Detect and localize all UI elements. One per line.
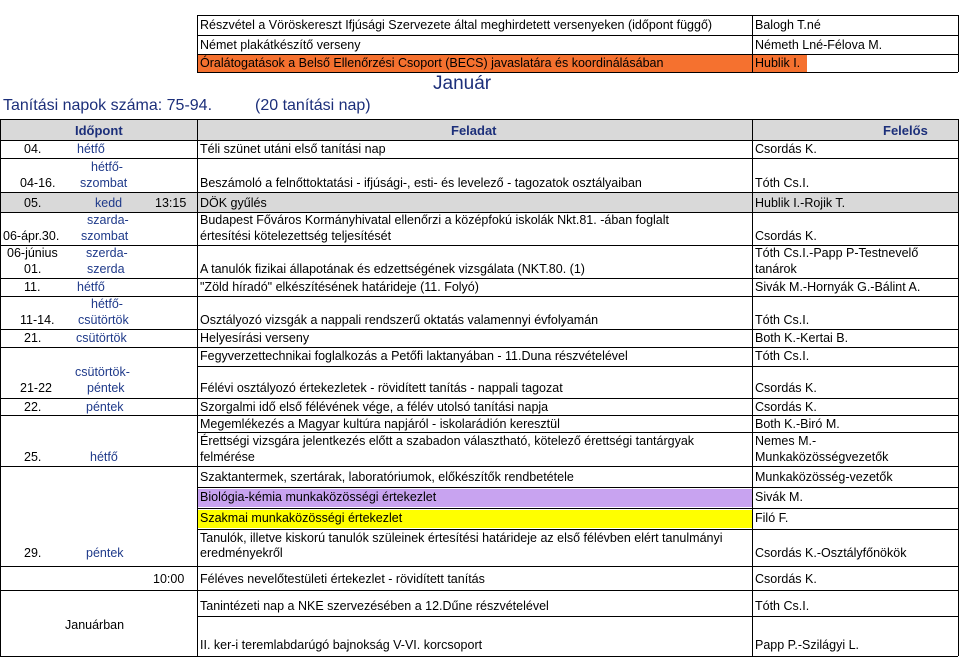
row-task: Fegyverzettechnikai foglalkozás a Petőfi laktanyában - 11.Duna részvételével: [200, 349, 628, 363]
header-time: Időpont: [75, 123, 123, 138]
row-task: eredményekről: [200, 546, 283, 560]
row-day: csütörtök: [78, 313, 129, 327]
row-resp: Munkaközösségvezetők: [755, 450, 889, 464]
row-day: hétfő: [77, 280, 105, 294]
row-task: Félévi osztályozó értekezletek - rövidített tanítás - nappali tagozat: [200, 381, 563, 395]
row-task: Tanintézeti nap a NKE szervezésében a 12.Dűne részvételével: [200, 599, 549, 613]
row-day: hétfő-: [91, 297, 123, 311]
row-day: hétfő: [90, 450, 118, 464]
row-day: hétfő-: [91, 160, 123, 174]
row-resp: Tóth Cs.I.: [755, 176, 810, 190]
row-task: Osztályozó vizsgák a nappali rendszerű oktatás valamennyi évfolyamán: [200, 313, 599, 327]
row-task: Téli szünet utáni első tanítási nap: [200, 142, 386, 156]
row-resp: Csordás K.: [755, 142, 817, 156]
top-row-2-task: Német plakátkészítő verseny: [200, 38, 361, 52]
row-resp: Sivák M.: [755, 490, 803, 504]
row-date: 04-16.: [20, 176, 56, 190]
row-resp: Tóth Cs.I.: [755, 599, 810, 613]
row-day: csütörtök: [76, 331, 127, 345]
row-task: Megemlékezés a Magyar kultúra napjáról - iskolarádión keresztül: [200, 417, 560, 431]
row-task: Szakmai munkaközösségi értekezlet: [200, 511, 403, 525]
header-task: Feladat: [451, 123, 497, 138]
row-resp: tanárok: [755, 262, 797, 276]
row-day: péntek: [86, 400, 124, 414]
top-row-3-resp: Hublik I.: [755, 56, 801, 70]
row-day: szarda-: [87, 213, 129, 227]
row-day: péntek: [86, 546, 124, 560]
row-resp: Csordás K.: [755, 400, 817, 414]
school-days-count: (20 tanítási nap): [255, 97, 371, 114]
row-resp: Csordás K.: [755, 381, 817, 395]
header-resp: Felelős: [883, 123, 928, 138]
row-task: felmérése: [200, 450, 255, 464]
row-task: Szaktantermek, szertárak, laboratóriumok, előkészítők rendbetétele: [200, 470, 574, 484]
row-resp: Filó F.: [755, 511, 789, 525]
top-row-1-task: Részvétel a Vöröskereszt Ifjúsági Szervezete által meghirdetett versenyeken (időpont függő): [200, 18, 713, 32]
row-task: Helyesírási verseny: [200, 331, 310, 345]
row-resp: Hublik I.-Rojik T.: [755, 196, 846, 210]
row-resp: Csordás K.: [755, 572, 817, 586]
row-day: szombat: [81, 229, 129, 243]
row-date: 29.: [24, 546, 42, 560]
school-days-label: Tanítási napok száma: 75-94.: [3, 97, 213, 114]
row-resp: Tóth Cs.I.-Papp P-Testnevelő: [755, 246, 919, 260]
row-day: péntek: [87, 381, 125, 395]
row-date: 11.: [24, 280, 41, 294]
row-day: csütörtök-: [75, 365, 130, 379]
top-row-2-resp: Németh Lné-Félova M.: [755, 38, 883, 52]
row-date: 06-ápr.30.: [3, 229, 60, 243]
row-date: 04.: [24, 142, 42, 156]
row-time: 10:00: [153, 572, 185, 586]
row-resp: Tóth Cs.I.: [755, 349, 810, 363]
row-day: szerda: [87, 262, 125, 276]
row-task: Szorgalmi idő első félévének vége, a félév utolsó tanítási napja: [200, 400, 549, 414]
row-resp: Csordás K.: [755, 229, 817, 243]
row-date: 25.: [24, 450, 42, 464]
row-task: A tanulók fizikai állapotának és edzettségének vizsgálata (NKT.80. (1): [200, 262, 585, 276]
row-date: 05.: [24, 196, 42, 210]
row-resp: Tóth Cs.I.: [755, 313, 810, 327]
row-task: Érettségi vizsgára jelentkezés előtt a szabadon választható, kötelező érettségi tantárgyak: [200, 434, 695, 448]
row-task: Tanulók, illetve kiskorú tanulók szüleinek értesítési határideje az első félévben elért tanulmányi: [200, 531, 723, 545]
row-day: kedd: [95, 196, 123, 210]
row-task: Beszámoló a felnőttoktatási - ifjúsági-, esti- és levelező - tagozatok osztályaiban: [200, 176, 642, 190]
row-date: 06-június: [7, 246, 58, 260]
month-title: Január: [433, 73, 492, 94]
row-task: II. ker-i teremlabdarúgó bajnokság V-VI. korcsoport: [200, 638, 483, 652]
row-date: 21-22: [20, 381, 52, 395]
row-resp: Papp P.-Szilágyi L.: [755, 638, 859, 652]
row-date: 01.: [24, 262, 42, 276]
row-resp: Both K.-Kertai B.: [755, 331, 849, 345]
top-row-3-task: Óralátogatások a Belső Ellenőrzési Csoport (BECS) javaslatára és koordinálásában: [200, 56, 664, 70]
row-task: Féléves nevelőtestületi értekezlet - rövidített tanítás: [200, 572, 485, 586]
row-day: hétfő: [77, 142, 105, 156]
row-task: értesítési kötelezettség teljesítését: [200, 229, 392, 243]
row-day: szerda-: [86, 246, 128, 260]
top-row-1-resp: Balogh T.né: [755, 18, 821, 32]
row-date: Januárban: [65, 618, 125, 632]
row-day: szombat: [80, 176, 128, 190]
row-time: 13:15: [155, 196, 187, 210]
row-resp: Sivák M.-Hornyák G.-Bálint A.: [755, 280, 921, 294]
row-resp: Munkaközösség-vezetők: [755, 470, 893, 484]
row-resp: Nemes M.-: [755, 434, 817, 448]
row-resp: Csordás K.-Osztályfőnökök: [755, 546, 907, 560]
row-task: Biológia-kémia munkaközösségi értekezlet: [200, 490, 437, 504]
row-date: 11-14.: [20, 313, 55, 327]
row-task: DÖK gyűlés: [200, 196, 267, 210]
row-date: 22.: [24, 400, 42, 414]
row-date: 21.: [24, 331, 42, 345]
row-resp: Both K.-Biró M.: [755, 417, 840, 431]
row-task: Budapest Főváros Kormányhivatal ellenőrzi a középfokú iskolák Nkt.81. -ában foglalt: [200, 213, 670, 227]
row-task: "Zöld híradó" elkészítésének határideje (11. Folyó): [200, 280, 479, 294]
